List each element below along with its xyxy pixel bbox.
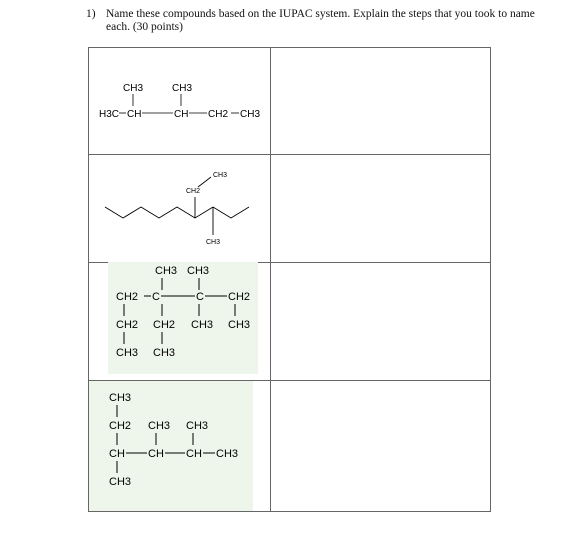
answer-cell-1[interactable] <box>271 48 490 154</box>
compound-1-methyl-label-1: CH3 <box>123 83 144 94</box>
compound-3-row2-label-1: CH2 <box>116 291 139 303</box>
compound-4-structure <box>89 381 270 511</box>
compound-3-row2-label-3: C <box>196 291 204 303</box>
compound-2-label-top: CH3 <box>213 172 228 179</box>
compound-1-carbon-4: CH2 <box>208 109 229 120</box>
compound-4-label-8: CH3 <box>216 448 239 460</box>
compound-2-structure <box>89 155 270 262</box>
compound-3-row1-label-2: CH3 <box>187 265 210 277</box>
compound-3-row3-label-4: CH3 <box>228 319 251 331</box>
compound-4-label-2: CH2 <box>109 420 132 432</box>
compound-4-label-7: CH <box>186 448 202 460</box>
question-number: 1) <box>86 8 96 20</box>
compound-3-row3-label-2: CH2 <box>153 319 176 331</box>
compound-3-row3-label-1: CH2 <box>116 319 139 331</box>
compound-3-row2-label-4: CH2 <box>228 291 251 303</box>
compound-3-row3-label-3: CH3 <box>191 319 214 331</box>
question-prompt: Name these compounds based on the IUPAC system. Explain the steps that you took to name each. (30 points) <box>106 8 535 33</box>
compound-1-methyl-label-2: CH3 <box>172 83 193 94</box>
compound-1-carbon-3: CH <box>174 109 189 120</box>
compound-1-carbon-1: H3C <box>99 109 120 120</box>
compound-2-label-bottom: CH3 <box>206 239 221 246</box>
compound-4-label-5: CH <box>109 448 125 460</box>
compound-4-label-3: CH3 <box>148 420 171 432</box>
compound-3-structure <box>89 263 270 380</box>
compound-1-carbon-5: CH3 <box>240 109 261 120</box>
compound-4-label-1: CH3 <box>109 392 132 404</box>
compound-1-carbon-2: CH <box>127 109 142 120</box>
answer-cell-3[interactable] <box>271 263 490 380</box>
compound-2-label-mid: CH2 <box>186 188 201 195</box>
answer-cell-2[interactable] <box>271 155 490 262</box>
compound-3-row4-label-2: CH3 <box>153 347 176 359</box>
compound-4-label-4: CH3 <box>186 420 209 432</box>
compound-3-row4-label-1: CH3 <box>116 347 139 359</box>
compound-4-label-9: CH3 <box>109 476 132 488</box>
compound-3-row2-label-2: C <box>152 291 160 303</box>
compound-1-structure <box>89 48 270 154</box>
compound-4-label-6: CH <box>148 448 164 460</box>
compound-3-row1-label-1: CH3 <box>155 265 178 277</box>
answer-cell-4[interactable] <box>271 381 490 511</box>
